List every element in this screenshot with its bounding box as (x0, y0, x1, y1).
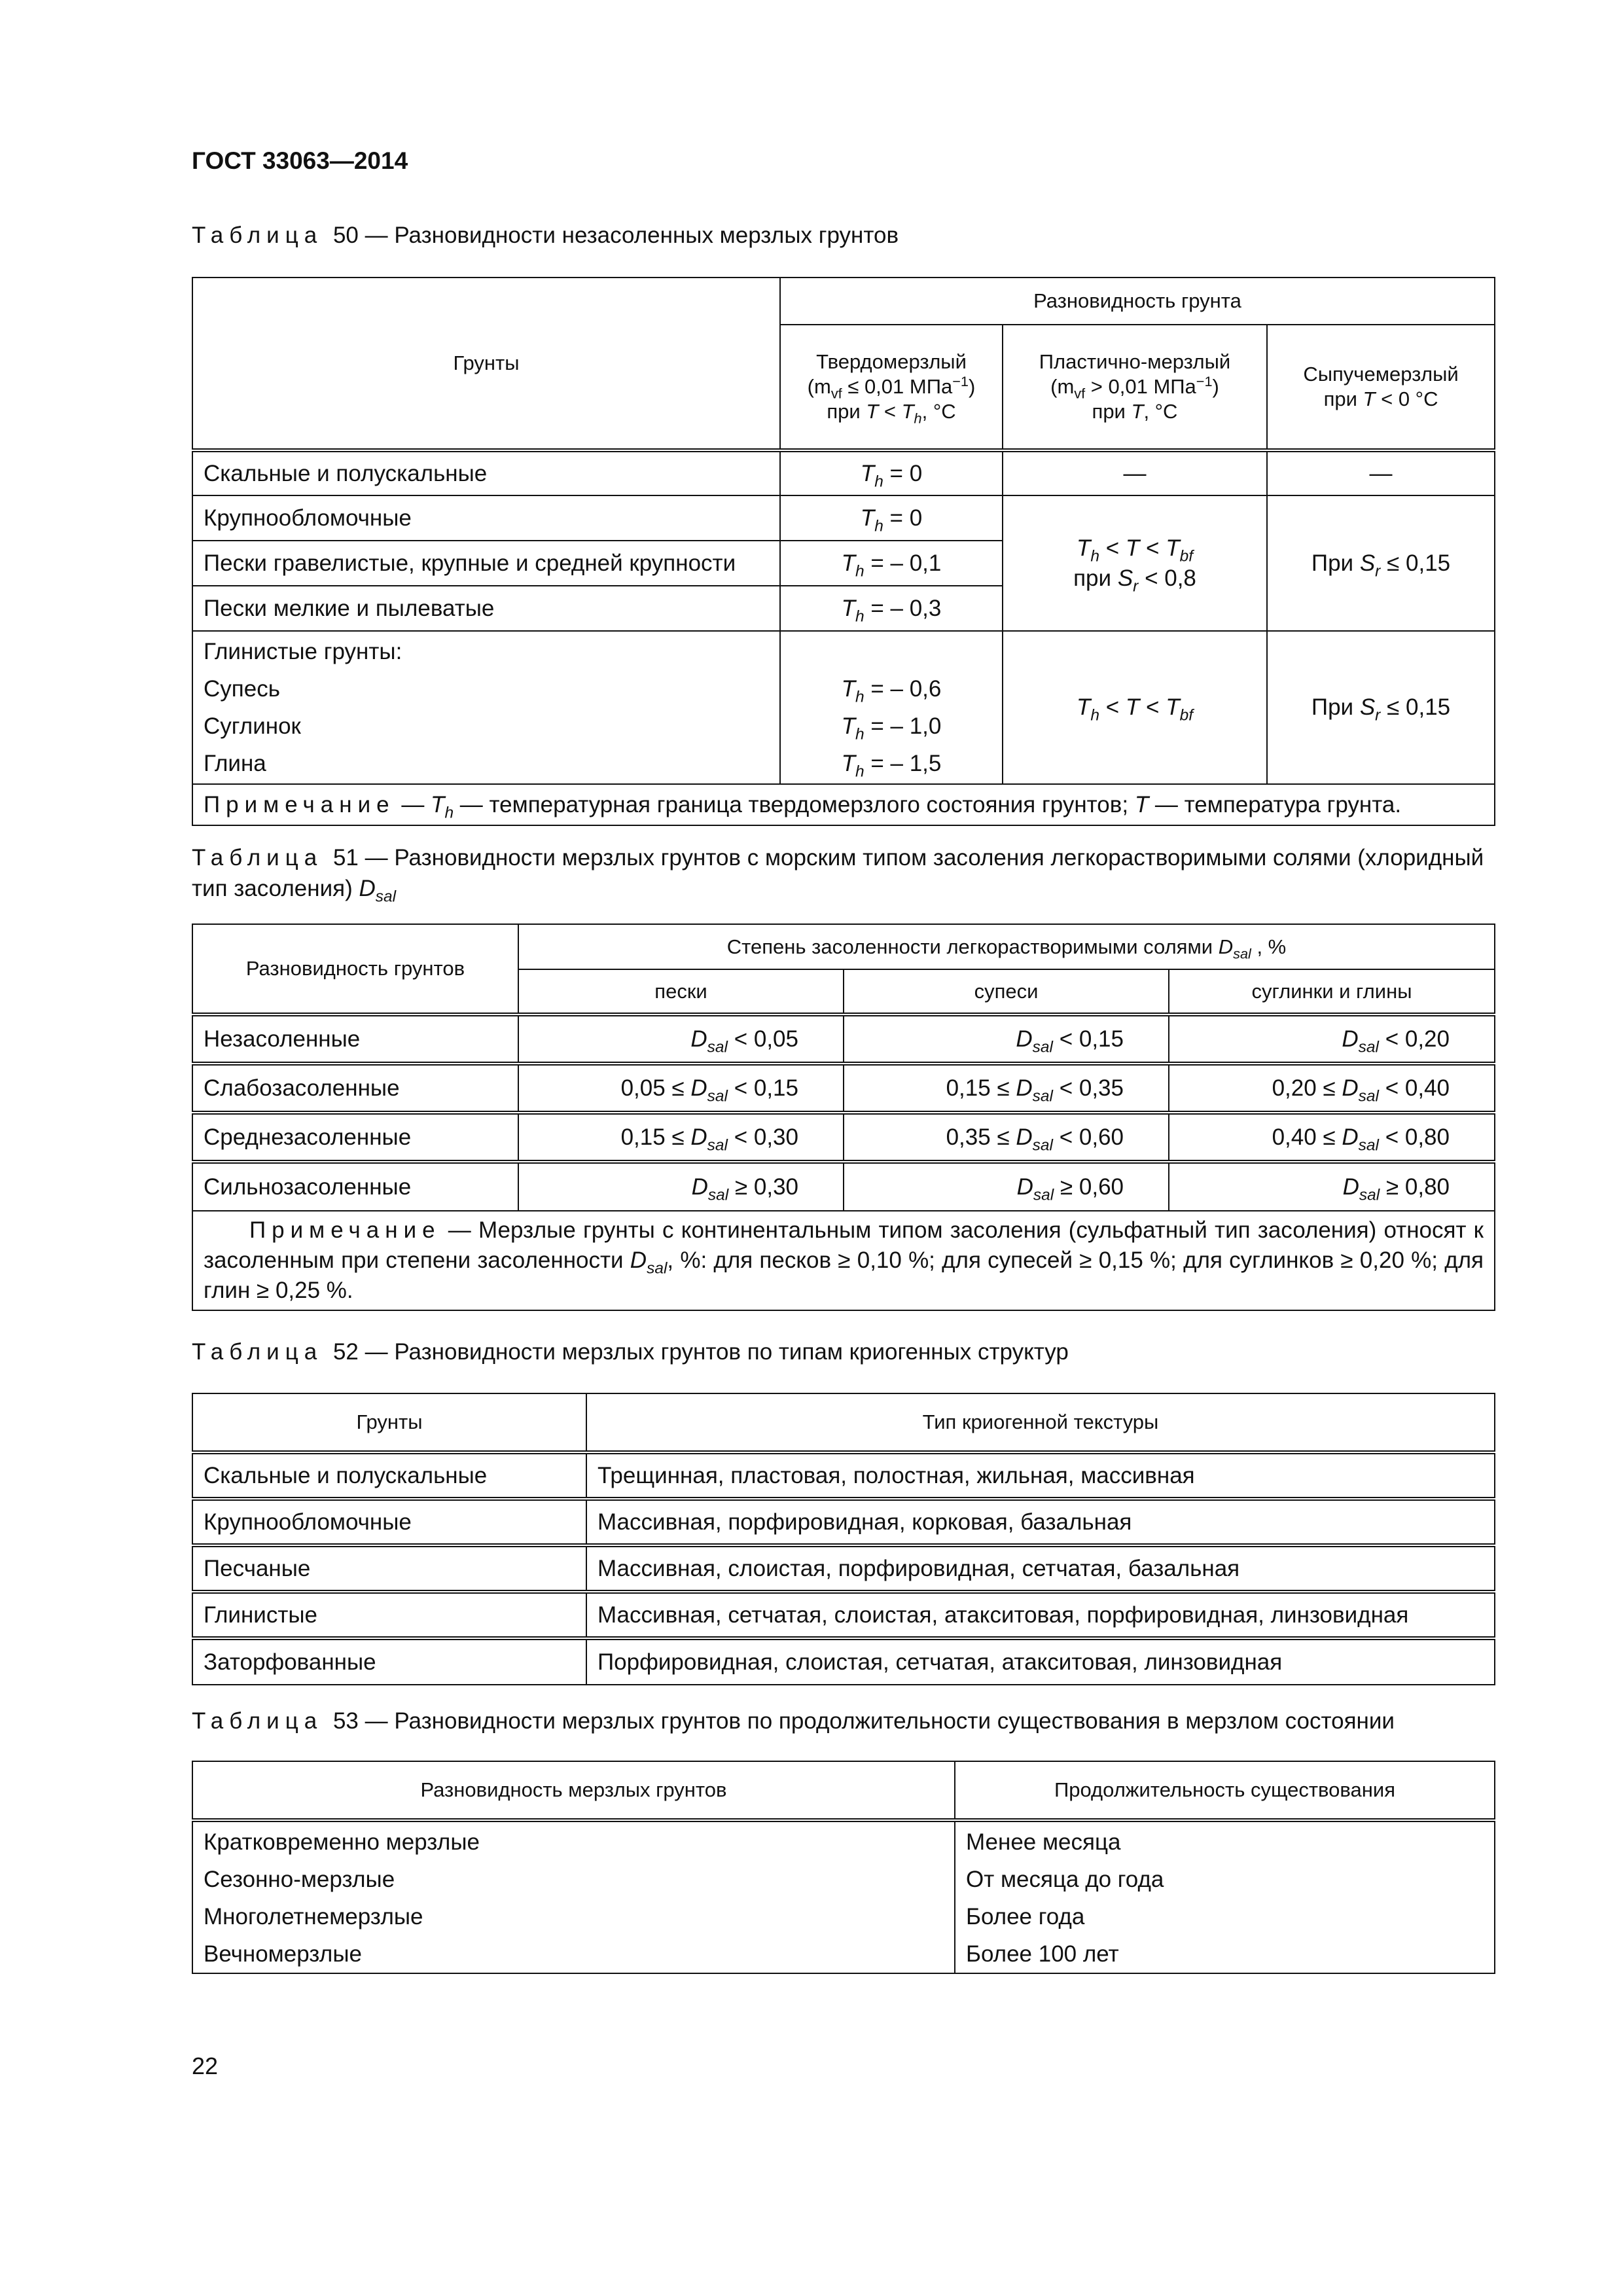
table-50 (192, 277, 1495, 826)
table-row (192, 450, 1495, 495)
cell-value: Порфировидная, слоистая, сетчатая, атакситовая, линзовидная (586, 1638, 1495, 1685)
cell-value: $D_{sal} \ge 0,30$ (518, 1162, 844, 1211)
caption-word: Таблица (192, 1708, 323, 1734)
list-item: Кратковременно мерзлые (204, 1829, 480, 1855)
row-label: Среднезасоленные (192, 1113, 518, 1162)
header-soils: Грунты (192, 1393, 586, 1452)
header-duration: Продолжительность существования (955, 1761, 1495, 1820)
header-kind: Разновидность мерзлых грунтов (192, 1761, 955, 1820)
page-number: 22 (192, 2053, 219, 2079)
cell-value: Массивная, порфировидная, корковая, базальная (586, 1499, 1495, 1545)
caption-text: 51 — Разновидности мерзлых грунтов с морским типом засоления легкорастворимыми солями (хлоридный тип засоления) $D_{sal}$ (192, 845, 1484, 906)
table-row (192, 1820, 1495, 1973)
table-row (192, 631, 1495, 784)
cell-value: $D_{sal} \ge 0,80$ (1169, 1162, 1495, 1211)
row-label: Крупнообломочные (192, 495, 780, 541)
row-label: Сильнозасоленные (192, 1162, 518, 1211)
header-hard-frozen: Твердомерзлый ($m_{vf} \le 0,01$ МПа$^{-1}$) при $T < T_h$, °C (780, 325, 1003, 450)
row-label (192, 1820, 955, 1973)
row-label: Глинистые грунты: Супесь Суглинок Глина (192, 631, 780, 784)
row-label: Крупнообломочные (192, 1499, 586, 1545)
table-note: Примечание — $T_h$ — температурная граница твердомерзлого состояния грунтов; T — температура грунта. (192, 784, 1495, 825)
cell-value: $0,40 \le D_{sal} < 0,80$ (1169, 1113, 1495, 1162)
table-row (192, 1499, 1495, 1545)
cell-value: $0,20 \le D_{sal} < 0,40$ (1169, 1064, 1495, 1113)
cell-value: $T_h = 0$ (780, 495, 1003, 541)
table-row (192, 1014, 1495, 1064)
table-53-caption (192, 1706, 1494, 1736)
table-50-caption (192, 220, 1494, 251)
list-item: Вечномерзлые (204, 1941, 362, 1967)
cell-value: $0,35 \le D_{sal} < 0,60$ (844, 1113, 1169, 1162)
list-item: Менее месяца (966, 1829, 1121, 1855)
row-label: Пески гравелистые, крупные и средней крупности (192, 541, 780, 586)
header-sandy-loams: супеси (844, 969, 1169, 1014)
table-note-row (192, 784, 1495, 825)
cell-value: Массивная, слоистая, порфировидная, сетчатая, базальная (586, 1545, 1495, 1592)
document-id: ГОСТ 33063—2014 (192, 147, 408, 174)
header-kind: Разновидность грунтов (192, 924, 518, 1014)
cell-value: $D_{sal} \ge 0,60$ (844, 1162, 1169, 1211)
cell-value: При $S_r \le 0,15$ (1267, 631, 1495, 784)
row-label: Глинистые (192, 1592, 586, 1638)
cell-value: $0,15 \le D_{sal} < 0,30$ (518, 1113, 844, 1162)
row-label: Скальные и полускальные (192, 450, 780, 495)
table-53 (192, 1761, 1495, 1974)
row-label: Пески мелкие и пылеватые (192, 586, 780, 631)
row-label: Слабозасоленные (192, 1064, 518, 1113)
header-sands: пески (518, 969, 844, 1014)
cell-value: $D_{sal} < 0,15$ (844, 1014, 1169, 1064)
caption-text: 53 — Разновидности мерзлых грунтов по продолжительности существования в мерзлом состоянии (332, 1708, 1395, 1734)
cell-value (955, 1820, 1495, 1973)
row-label: Песчаные (192, 1545, 586, 1592)
table-row (192, 495, 1495, 541)
caption-word: Таблица (192, 1339, 323, 1365)
cell-value: При $S_r \le 0,15$ (1267, 495, 1495, 631)
cell-value: $T_h < T < T_{bf}$ при $S_r < 0,8$ (1003, 495, 1267, 631)
list-item: От месяца до года (966, 1867, 1164, 1892)
caption-text: 52 — Разновидности мерзлых грунтов по типам криогенных структур (332, 1339, 1069, 1365)
cell-value: Трещинная, пластовая, полостная, жильная, массивная (586, 1452, 1495, 1499)
table-note-row (192, 1211, 1495, 1310)
cell-value: — (1003, 450, 1267, 495)
cell-value: $T_h$ = – 0,3 (780, 586, 1003, 631)
header-loose-frozen: Сыпучемерзлый при T < 0 °C (1267, 325, 1495, 450)
list-item: Сезонно-мерзлые (204, 1867, 395, 1892)
table-row (192, 1162, 1495, 1211)
cell-value: $T_h$ = – 0,6 $T_h$ = – 1,0 $T_h$ = – 1,5 (780, 631, 1003, 784)
cell-value: $D_{sal} < 0,20$ (1169, 1014, 1495, 1064)
cell-value: $T_h$ = – 0,1 (780, 541, 1003, 586)
table-row (192, 1113, 1495, 1162)
caption-text: 50 — Разновидности незасоленных мерзлых грунтов (332, 223, 899, 248)
caption-word: Таблица (192, 845, 323, 870)
cell-value: $D_{sal} < 0,05$ (518, 1014, 844, 1064)
table-52 (192, 1393, 1495, 1685)
table-row (192, 1545, 1495, 1592)
header-salinity-degree: Степень засоленности легкорастворимыми солями $D_{sal}$ , % (518, 924, 1495, 969)
caption-word: Таблица (192, 223, 323, 248)
list-item: Многолетнемерзлые (204, 1904, 423, 1929)
list-item: Более 100 лет (966, 1941, 1119, 1967)
header-plastic-frozen: Пластично-мерзлый ($m_{vf} > 0,01$ МПа$^{-1}$) при T, °C (1003, 325, 1267, 450)
row-label: Скальные и полускальные (192, 1452, 586, 1499)
table-row (192, 1638, 1495, 1685)
header-soil-kind: Разновидность грунта (780, 278, 1495, 325)
table-51-caption (192, 842, 1494, 904)
table-note: Примечание — Мерзлые грунты с континентальным типом засоления (сульфатный тип засоления) относят к засоленным при степени засоленности $D_{sal}$, %: для песков ≥ 0,10 %; для супесей ≥ 0,15 %; для суглинков ≥ 0,20 %; для глин ≥ 0,25 %. (192, 1211, 1495, 1310)
cell-value: — (1267, 450, 1495, 495)
cell-value: $T_h = 0$ (780, 450, 1003, 495)
cell-value: $T_h < T < T_{bf}$ (1003, 631, 1267, 784)
row-label: Незасоленные (192, 1014, 518, 1064)
header-texture: Тип криогенной текстуры (586, 1393, 1495, 1452)
list-item: Более года (966, 1904, 1085, 1929)
row-label: Заторфованные (192, 1638, 586, 1685)
table-row (192, 1592, 1495, 1638)
table-row (192, 1452, 1495, 1499)
cell-value: $0,15 \le D_{sal} < 0,35$ (844, 1064, 1169, 1113)
header-loams-clays: суглинки и глины (1169, 969, 1495, 1014)
table-51 (192, 924, 1495, 1311)
cell-value: $0,05 \le D_{sal} < 0,15$ (518, 1064, 844, 1113)
table-52-caption (192, 1336, 1494, 1367)
cell-value: Массивная, сетчатая, слоистая, атакситовая, порфировидная, линзовидная (586, 1592, 1495, 1638)
header-soils: Грунты (192, 278, 780, 450)
table-row (192, 1064, 1495, 1113)
